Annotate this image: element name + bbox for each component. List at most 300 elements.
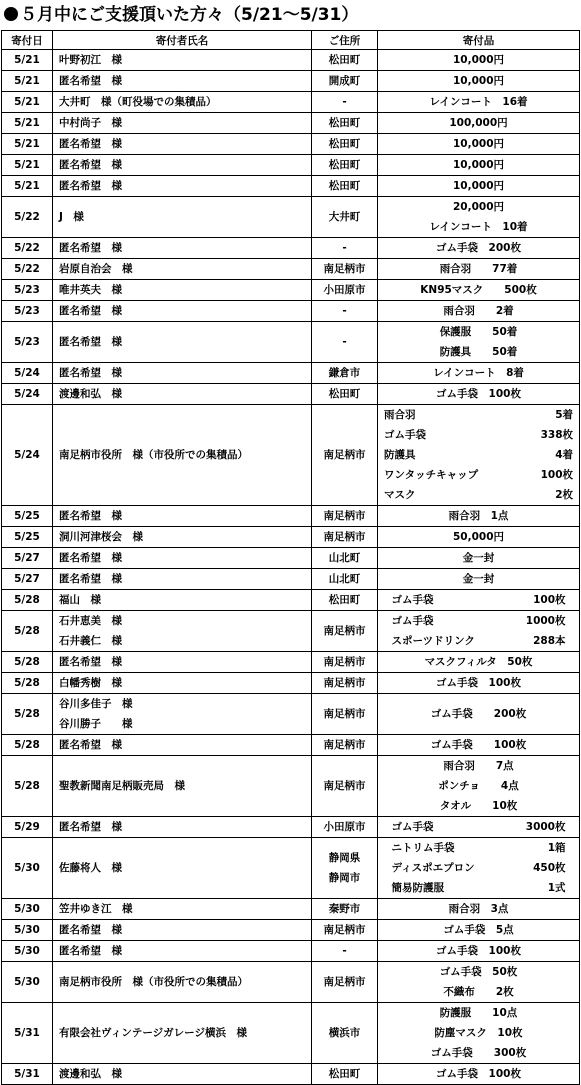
donation-date: 5/25 — [2, 506, 53, 527]
donor-name-line: J 様 — [59, 211, 84, 223]
address-line: - — [342, 242, 347, 254]
gift-line: 10,000円 — [452, 180, 505, 192]
address-line: 松田町 — [328, 1068, 361, 1080]
gift-quantity: 100枚 — [540, 469, 573, 481]
donor-name-line: 白幡秀樹 様 — [59, 677, 122, 689]
donation-date: 5/24 — [2, 363, 53, 384]
donation-items — [378, 838, 580, 899]
page-title — [0, 0, 581, 30]
table-row — [2, 611, 580, 652]
address-line: - — [342, 305, 347, 317]
gift-line: 金一封 — [462, 552, 495, 564]
donor-name-line: 匿名希望 様 — [59, 656, 122, 668]
gift-line: 雨合羽 7点 — [443, 760, 514, 772]
donation-items — [378, 899, 580, 920]
donor-name — [53, 694, 312, 735]
address-line: 山北町 — [328, 552, 361, 564]
table-row — [2, 301, 580, 322]
donation-items — [378, 1003, 580, 1064]
donation-table — [1, 30, 580, 1085]
gift-line — [378, 405, 579, 425]
donor-name-line: 中村尚子 様 — [59, 117, 122, 129]
donor-name-line: 匿名希望 様 — [59, 336, 122, 348]
gift-line: ゴム手袋 5点 — [443, 924, 514, 936]
donor-name-line: 匿名希望 様 — [59, 305, 122, 317]
donation-date: 5/30 — [2, 838, 53, 899]
donation-date: 5/23 — [2, 322, 53, 363]
donation-date: 5/22 — [2, 259, 53, 280]
table-row — [2, 569, 580, 590]
table-row — [2, 197, 580, 238]
donor-address — [312, 817, 378, 838]
address-line: 開成町 — [328, 75, 361, 87]
donation-date: 5/21 — [2, 113, 53, 134]
table-row — [2, 176, 580, 197]
address-line: 横浜市 — [328, 1027, 361, 1039]
donation-date: 5/21 — [2, 92, 53, 113]
gift-quantity: 3000枚 — [525, 821, 566, 833]
donor-name — [53, 735, 312, 756]
gift-line — [378, 878, 579, 898]
table-row — [2, 756, 580, 817]
donor-address — [312, 756, 378, 817]
table-row — [2, 134, 580, 155]
table-body — [2, 50, 580, 1085]
gift-line: 防塵マスク 10枚 — [434, 1027, 523, 1039]
donation-date: 5/28 — [2, 694, 53, 735]
donor-name-line: 南足柄市役所 様（市役所での集積品） — [59, 449, 248, 461]
header-gift: 寄付品 — [378, 31, 580, 50]
donor-name — [53, 569, 312, 590]
donor-address — [312, 673, 378, 694]
gift-line — [378, 445, 579, 465]
donation-date: 5/27 — [2, 548, 53, 569]
donation-date: 5/24 — [2, 405, 53, 506]
gift-line: 10,000円 — [452, 159, 505, 171]
donor-name — [53, 506, 312, 527]
donation-items — [378, 590, 580, 611]
donor-name — [53, 71, 312, 92]
donation-date: 5/31 — [2, 1003, 53, 1064]
donor-address — [312, 569, 378, 590]
gift-line: KN95マスク 500枚 — [420, 284, 537, 296]
gift-line: 防護具 50着 — [439, 346, 518, 358]
donation-date: 5/29 — [2, 817, 53, 838]
donor-name — [53, 301, 312, 322]
table-row — [2, 694, 580, 735]
table-row — [2, 50, 580, 71]
donation-date: 5/25 — [2, 527, 53, 548]
address-line: 南足柄市 — [323, 708, 366, 720]
gift-quantity: 1箱 — [547, 842, 566, 854]
donation-date: 5/28 — [2, 652, 53, 673]
donation-items — [378, 817, 580, 838]
gift-line: ゴム手袋 200枚 — [430, 708, 527, 720]
donor-address — [312, 735, 378, 756]
donor-address — [312, 197, 378, 238]
gift-quantity: 1000枚 — [525, 615, 566, 627]
donor-name-line: 渡邊和弘 様 — [59, 388, 122, 400]
table-row — [2, 1064, 580, 1085]
donation-items — [378, 506, 580, 527]
donor-address — [312, 176, 378, 197]
donation-date: 5/30 — [2, 899, 53, 920]
donor-address — [312, 527, 378, 548]
table-row — [2, 673, 580, 694]
donor-name — [53, 817, 312, 838]
donation-date: 5/27 — [2, 569, 53, 590]
donation-items — [378, 920, 580, 941]
donor-name — [53, 1064, 312, 1085]
table-row — [2, 71, 580, 92]
gift-line — [378, 838, 579, 858]
donor-address — [312, 155, 378, 176]
donor-name-line: 谷川多佳子 様 — [59, 698, 133, 710]
gift-line: 10,000円 — [452, 54, 505, 66]
donation-items — [378, 405, 580, 506]
donor-name-line: 匿名希望 様 — [59, 821, 122, 833]
donor-name — [53, 548, 312, 569]
table-row — [2, 259, 580, 280]
gift-quantity: 450枚 — [533, 862, 566, 874]
gift-quantity: 338枚 — [540, 429, 573, 441]
gift-line — [378, 465, 579, 485]
donation-date: 5/21 — [2, 50, 53, 71]
gift-line: マスクフィルタ 50枚 — [424, 656, 533, 668]
donation-date: 5/31 — [2, 1064, 53, 1085]
donor-name-line: 匿名希望 様 — [59, 180, 122, 192]
donor-name-line: 福山 様 — [59, 594, 101, 606]
donation-items — [378, 280, 580, 301]
donor-name — [53, 527, 312, 548]
gift-item: マスク — [384, 489, 416, 501]
header-date: 寄付日 — [2, 31, 53, 50]
donation-date: 5/30 — [2, 962, 53, 1003]
donor-name — [53, 941, 312, 962]
table-row — [2, 238, 580, 259]
donor-name-line: 匿名希望 様 — [59, 138, 122, 150]
donor-address — [312, 384, 378, 405]
donation-date: 5/30 — [2, 920, 53, 941]
donor-name — [53, 363, 312, 384]
address-line: 南足柄市 — [323, 976, 366, 988]
address-line: 松田町 — [328, 54, 361, 66]
gift-line: レインコート 10着 — [429, 221, 528, 233]
gift-line: 雨合羽 77着 — [439, 263, 518, 275]
donor-name — [53, 590, 312, 611]
donor-address — [312, 322, 378, 363]
donation-items — [378, 113, 580, 134]
gift-line: ゴム手袋 100枚 — [436, 388, 521, 400]
address-line: - — [342, 945, 347, 957]
donor-name — [53, 134, 312, 155]
header-name: 寄付者氏名 — [53, 31, 312, 50]
address-line: 南足柄市 — [323, 739, 366, 751]
gift-line: タオル 10枚 — [439, 800, 518, 812]
gift-item: スポーツドリンク — [391, 635, 475, 647]
donor-name — [53, 756, 312, 817]
donor-name — [53, 673, 312, 694]
donation-items — [378, 176, 580, 197]
table-row — [2, 899, 580, 920]
table-row — [2, 322, 580, 363]
donation-date: 5/22 — [2, 197, 53, 238]
donor-address — [312, 405, 378, 506]
donor-name-line: 笠井ゆき江 様 — [59, 903, 133, 915]
donation-items — [378, 1064, 580, 1085]
gift-item: ディスポエプロン — [391, 862, 475, 874]
donor-name — [53, 238, 312, 259]
donation-items — [378, 611, 580, 652]
donation-date: 5/28 — [2, 756, 53, 817]
table-row — [2, 735, 580, 756]
donor-name — [53, 155, 312, 176]
gift-quantity: 100枚 — [533, 594, 566, 606]
address-line: 南足柄市 — [323, 510, 366, 522]
table-row — [2, 962, 580, 1003]
donation-date: 5/21 — [2, 176, 53, 197]
donor-name-line: 聖教新聞南足柄販売局 様 — [59, 780, 185, 792]
donor-name-line: 谷川勝子 様 — [59, 718, 133, 730]
donor-name-line: 匿名希望 様 — [59, 159, 122, 171]
donation-items — [378, 673, 580, 694]
address-line: 南足柄市 — [323, 449, 366, 461]
table-row — [2, 1003, 580, 1064]
table-row — [2, 280, 580, 301]
gift-line: 10,000円 — [452, 138, 505, 150]
gift-item: 防護具 — [384, 449, 416, 461]
table-row — [2, 506, 580, 527]
donor-address — [312, 611, 378, 652]
address-line: 南足柄市 — [323, 780, 366, 792]
table-row — [2, 527, 580, 548]
gift-item: 雨合羽 — [384, 409, 416, 421]
gift-quantity: 5着 — [555, 409, 573, 421]
gift-line: 雨合羽 2着 — [443, 305, 514, 317]
donor-address — [312, 1003, 378, 1064]
donation-date: 5/24 — [2, 384, 53, 405]
gift-line: レインコート 8着 — [433, 367, 524, 379]
gift-line: 防護服 10点 — [439, 1007, 518, 1019]
bullet-icon — [4, 7, 18, 21]
donor-name-line: 匿名希望 様 — [59, 242, 122, 254]
donor-address — [312, 838, 378, 899]
gift-item: ゴム手袋 — [391, 594, 434, 606]
donor-name — [53, 50, 312, 71]
gift-line: ゴム手袋 300枚 — [430, 1047, 527, 1059]
donor-name — [53, 322, 312, 363]
gift-line — [378, 631, 579, 651]
donor-name — [53, 384, 312, 405]
donor-name-line: 匿名希望 様 — [59, 945, 122, 957]
gift-line: ゴム手袋 100枚 — [430, 739, 527, 751]
donor-address — [312, 1064, 378, 1085]
table-row — [2, 652, 580, 673]
gift-quantity: 2枚 — [555, 489, 573, 501]
gift-line: 保護服 50着 — [439, 326, 518, 338]
gift-item: ゴム手袋 — [391, 821, 434, 833]
donor-name — [53, 176, 312, 197]
header-address: ご住所 — [312, 31, 378, 50]
donor-address — [312, 259, 378, 280]
donor-name-line: 石井義仁 様 — [59, 635, 122, 647]
address-line: 南足柄市 — [323, 677, 366, 689]
table-row — [2, 384, 580, 405]
donation-items — [378, 322, 580, 363]
donation-items — [378, 197, 580, 238]
donation-items — [378, 569, 580, 590]
donor-address — [312, 280, 378, 301]
donation-date: 5/28 — [2, 735, 53, 756]
address-line: 山北町 — [328, 573, 361, 585]
donor-name — [53, 92, 312, 113]
gift-quantity: 4着 — [555, 449, 573, 461]
donation-items — [378, 259, 580, 280]
donation-date: 5/28 — [2, 611, 53, 652]
title-text: ５月中にご支援頂いた方々（5/21～5/31） — [20, 5, 359, 25]
donor-name-line: 叶野初江 様 — [59, 54, 122, 66]
address-line: 松田町 — [328, 117, 361, 129]
address-line: 南足柄市 — [323, 625, 366, 637]
donation-items — [378, 735, 580, 756]
address-line: 松田町 — [328, 138, 361, 150]
address-line: 南足柄市 — [323, 656, 366, 668]
donation-items — [378, 238, 580, 259]
gift-quantity: 288本 — [533, 635, 566, 647]
donor-address — [312, 899, 378, 920]
table-row — [2, 363, 580, 384]
table-row — [2, 920, 580, 941]
address-line: 南足柄市 — [323, 531, 366, 543]
donor-name-line: 有限会社ヴィンテージガレージ横浜 様 — [59, 1027, 247, 1039]
donation-items — [378, 363, 580, 384]
table-row — [2, 590, 580, 611]
gift-line — [378, 817, 579, 837]
gift-line: 金一封 — [462, 573, 495, 585]
gift-quantity: 1式 — [547, 882, 566, 894]
gift-line: 100,000円 — [449, 117, 508, 129]
address-line: 小田原市 — [323, 821, 366, 833]
donor-name-line: 南足柄市役所 様（市役所での集積品） — [59, 976, 248, 988]
address-line: 鎌倉市 — [328, 367, 361, 379]
gift-line: 雨合羽 3点 — [448, 903, 509, 915]
donor-name-line: 匿名希望 様 — [59, 367, 122, 379]
gift-line: 雨合羽 1点 — [448, 510, 509, 522]
gift-line: ゴム手袋 100枚 — [436, 1068, 521, 1080]
donation-date: 5/21 — [2, 155, 53, 176]
gift-line — [378, 858, 579, 878]
donation-items — [378, 756, 580, 817]
donor-address — [312, 363, 378, 384]
gift-line — [378, 611, 579, 631]
donation-items — [378, 384, 580, 405]
donor-name-line: 匿名希望 様 — [59, 924, 122, 936]
donor-address — [312, 962, 378, 1003]
donor-name-line: 洞川河津桜会 様 — [59, 531, 143, 543]
donation-items — [378, 652, 580, 673]
donation-items — [378, 527, 580, 548]
gift-item: ゴム手袋 — [391, 615, 434, 627]
table-row — [2, 838, 580, 899]
donation-date: 5/21 — [2, 134, 53, 155]
table-row — [2, 92, 580, 113]
address-line: 大井町 — [328, 211, 361, 223]
donation-items — [378, 92, 580, 113]
donation-date: 5/30 — [2, 941, 53, 962]
donor-address — [312, 71, 378, 92]
gift-line: 10,000円 — [452, 75, 505, 87]
donor-address — [312, 652, 378, 673]
donor-name-line: 匿名希望 様 — [59, 510, 122, 522]
table-row — [2, 941, 580, 962]
donation-items — [378, 71, 580, 92]
donor-name — [53, 920, 312, 941]
address-line: - — [342, 96, 347, 108]
gift-line — [378, 590, 579, 610]
donor-address — [312, 694, 378, 735]
gift-line: 50,000円 — [452, 531, 505, 543]
address-line: 静岡県 — [328, 852, 361, 864]
donor-address — [312, 548, 378, 569]
address-line: 静岡市 — [328, 872, 361, 884]
donor-address — [312, 301, 378, 322]
donor-name — [53, 962, 312, 1003]
donor-name — [53, 259, 312, 280]
gift-line — [378, 485, 579, 505]
address-line: 松田町 — [328, 594, 361, 606]
address-line: 松田町 — [328, 180, 361, 192]
donor-name — [53, 405, 312, 506]
gift-line: ポンチョ 4点 — [438, 780, 519, 792]
table-row — [2, 817, 580, 838]
gift-line: レインコート 16着 — [429, 96, 528, 108]
donation-items — [378, 134, 580, 155]
donation-items — [378, 301, 580, 322]
donor-name — [53, 1003, 312, 1064]
donation-items — [378, 155, 580, 176]
donor-address — [312, 238, 378, 259]
gift-item: ゴム手袋 — [384, 429, 426, 441]
address-line: 南足柄市 — [323, 263, 366, 275]
donor-name — [53, 838, 312, 899]
donor-address — [312, 590, 378, 611]
donor-name — [53, 652, 312, 673]
gift-line: 不織布 2枚 — [443, 986, 514, 998]
gift-line: ゴム手袋 100枚 — [436, 677, 521, 689]
address-line: 秦野市 — [328, 903, 361, 915]
donor-name-line: 大井町 様（町役場での集積品） — [59, 96, 217, 108]
donation-date: 5/28 — [2, 590, 53, 611]
donation-date: 5/22 — [2, 238, 53, 259]
table-row — [2, 155, 580, 176]
donation-items — [378, 962, 580, 1003]
donation-items — [378, 694, 580, 735]
gift-item: ニトリム手袋 — [391, 842, 455, 854]
donor-name-line: 渡邊和弘 様 — [59, 1068, 122, 1080]
donor-name-line: 岩原自治会 様 — [59, 263, 133, 275]
donor-name-line: 石井恵美 様 — [59, 615, 122, 627]
donor-name-line: 匿名希望 様 — [59, 573, 122, 585]
donor-name — [53, 611, 312, 652]
table-row — [2, 405, 580, 506]
address-line: 松田町 — [328, 388, 361, 400]
gift-item: ワンタッチキャップ — [384, 469, 479, 481]
address-line: - — [342, 336, 347, 348]
donation-items — [378, 941, 580, 962]
donor-address — [312, 134, 378, 155]
table-row — [2, 113, 580, 134]
donor-address — [312, 920, 378, 941]
